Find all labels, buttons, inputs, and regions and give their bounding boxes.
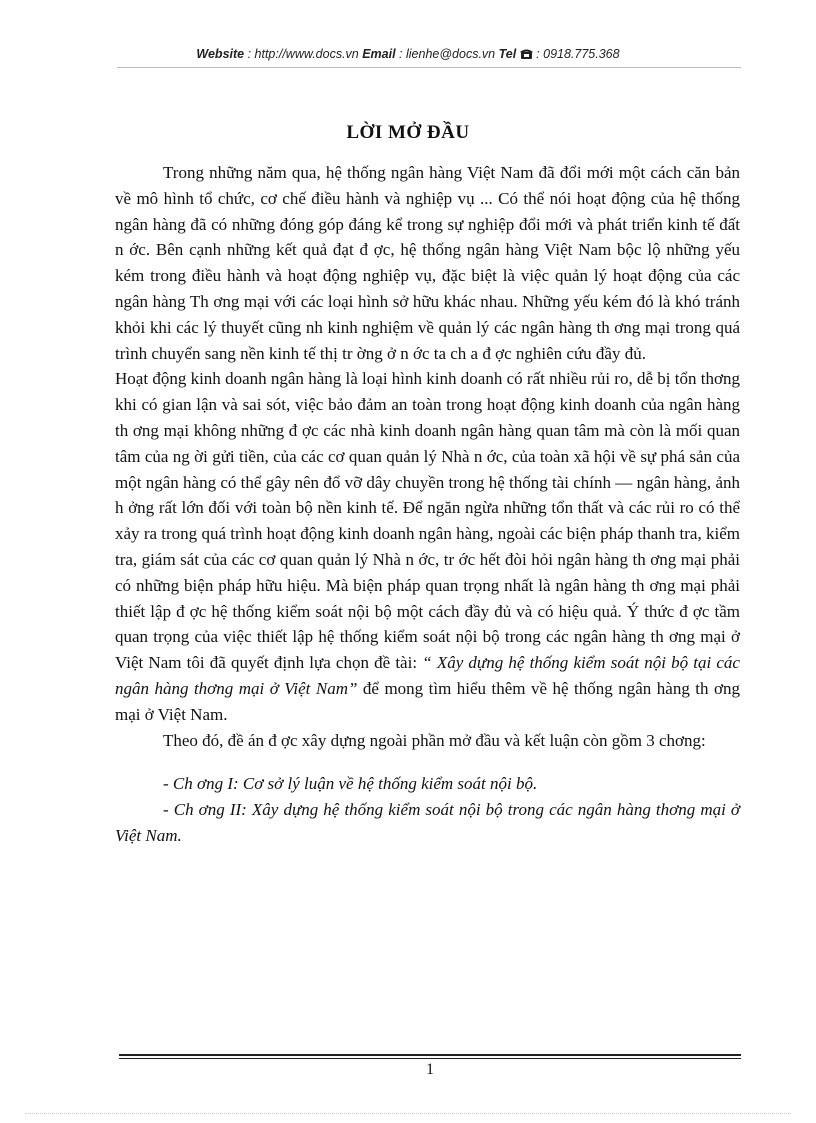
page-header <box>0 47 816 61</box>
email-label: Email <box>362 47 396 61</box>
page-title: LỜI MỞ ĐẦU <box>346 122 470 143</box>
document-body <box>115 160 740 849</box>
footer-divider <box>119 1054 741 1056</box>
spacer <box>115 753 740 771</box>
website-value: : http://www.docs.vn <box>244 47 363 61</box>
thesis-topic: “ Xây dựng hệ thống kiểm soát nội bộ tại các ngân hàng thơng mại ở Việt Nam” <box>115 653 740 698</box>
page-bottom-border <box>25 1113 791 1114</box>
paragraph-risk-end: để mong tìm hiểu thêm về hệ thống ngân hàng th ơng mại ở Việt Nam. <box>115 678 740 724</box>
chapter-item: - Ch ơng II: Xây dựng hệ thống kiểm soát nội bộ trong các ngân hàng thơng mại ở Việt Nam. <box>115 800 740 845</box>
chapter-item: - Ch ơng I: Cơ sở lý luận về hệ thống kiểm soát nội bộ. <box>163 774 538 794</box>
paragraph-risk <box>115 366 740 727</box>
footer-divider <box>119 1058 741 1059</box>
header-divider <box>117 67 741 68</box>
paragraph-intro: Trong những năm qua, hệ thống ngân hàng Việt Nam đã đổi mới một cách căn bản về mô hình tổ chức, cơ chế điều hành và nghiệp vụ ... Có thể nói hoạt động của hệ thống ngân hàng đã có những đóng góp đáng kể trong sự nghiệp đổi mới và phát triển kinh tế đất n ớc. Bên cạnh những kết quả đạt đ ợc, hệ thống ngân hàng Việt Nam bộc lộ những yếu kém trong điều hành và hoạt động nghiệp vụ, đặc biệt là việc quản lý hoạt động của các ngân hàng Th ơng mại với các loại hình sở hữu khác nhau. Những yếu kém đó là khó tránh khỏi khi các lý thuyết cũng nh kinh nghiệm về quản lý các ngân hàng th ơng mại trong quá trình chuyển sang nền kinh tế thị tr ờng ở n ớc ta ch a đ ợc nghiên cứu đầy đủ. <box>115 163 740 363</box>
paragraph-risk-text: Hoạt động kinh doanh ngân hàng là loại hình kinh doanh có rất nhiều rủi ro, dễ bị tổn thơng khi có gian lận và sai sót, việc bảo đảm an toàn trong hoạt động kinh doanh của ngân hàng th ơng mại không những đ ợc các nhà kinh doanh ngân hàng quan tâm mà còn là mối quan tâm của ng ời gửi tiền, của các cơ quan quản lý Nhà n ớc, của toàn xã hội về sự phá sản của một ngân hàng có thể gây nên đổ vỡ dây chuyền trong hệ thống tài chính — ngân hàng, ảnh h ởng rất lớn đối với toàn bộ nền kinh tế. Để ngăn ngừa những tổn thất và các rủi ro có thể xảy ra trong quá trình hoạt động kinh doanh ngân hàng, ngoài các biện pháp thanh tra, kiểm tra, giám sát của các cơ quan quản lý Nhà n ớc, tr ớc hết đòi hỏi ngân hàng th ơng mại phải có những biện pháp hữu hiệu. Mà biện pháp quan trọng nhất là ngân hàng th ơng mại phải thiết lập đ ợc hệ thống kiểm soát nội bộ một cách đầy đủ và có hiệu quả. Ý thức đ ợc tầm quan trọng của việc thiết lập hệ thống kiểm soát nội bộ trong các ngân hàng th ơng mại ở Việt Nam tôi đã quyết định lựa chọn đề tài: <box>115 369 740 673</box>
tel-label: Tel <box>498 47 517 61</box>
email-value: : lienhe@docs.vn <box>395 47 499 61</box>
tel-value: : 0918.775.368 <box>532 47 620 61</box>
website-label: Website <box>196 47 245 61</box>
page-number: 1 <box>426 1061 434 1078</box>
paragraph-structure: Theo đó, đề án đ ợc xây dựng ngoài phần mở đầu và kết luận còn gồm 3 chơng: <box>163 730 706 750</box>
phone-icon <box>520 48 533 59</box>
